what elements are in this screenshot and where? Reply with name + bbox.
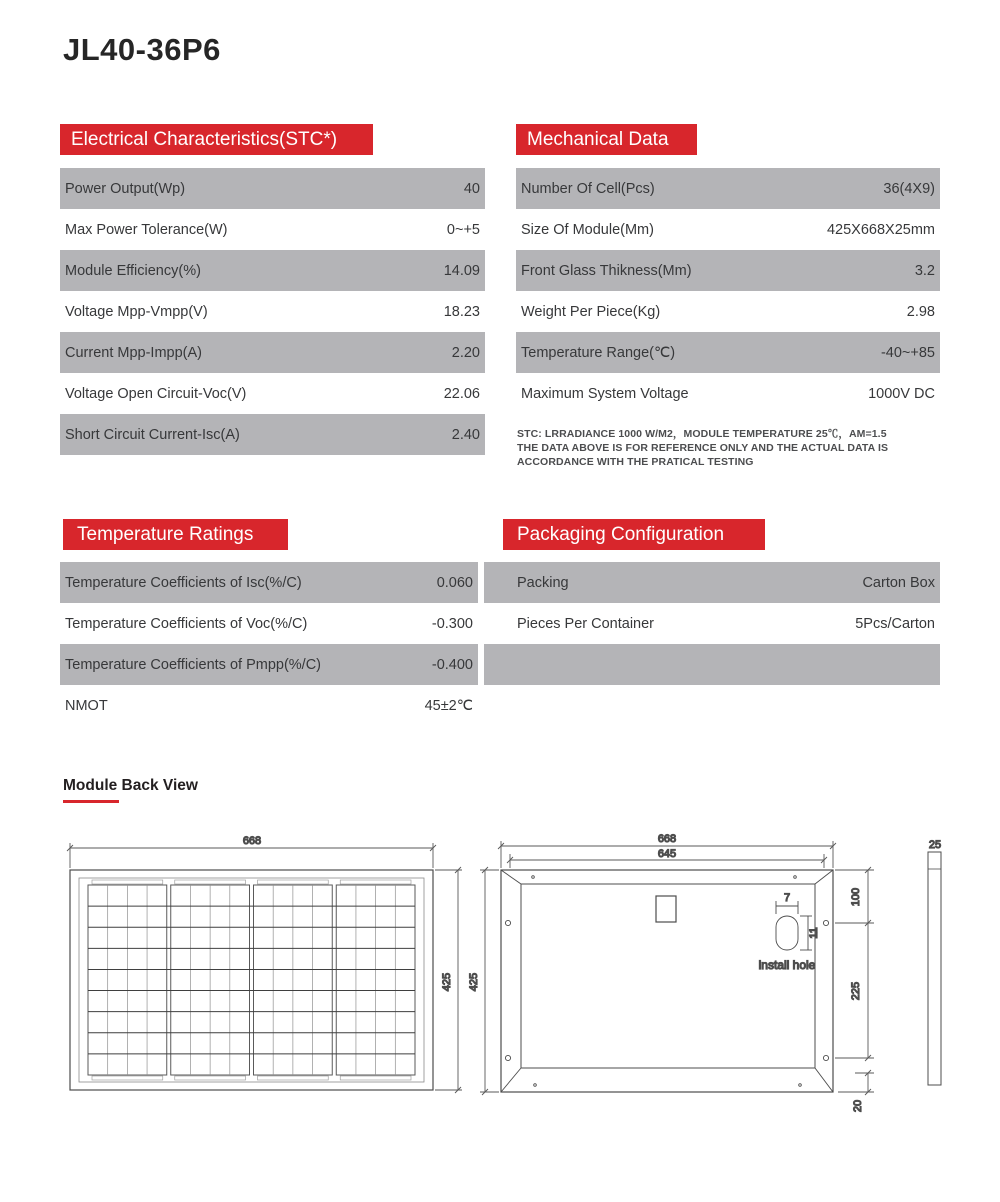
row-label: Temperature Coefficients of Pmpp(%/C) bbox=[65, 656, 322, 673]
footnote-line: STC: LRRADIANCE 1000 W/M2，MODULE TEMPERATURE 25℃，AM=1.5 bbox=[517, 428, 887, 440]
page-title: JL40-36P6 bbox=[63, 32, 221, 67]
row-value: -40~+85 bbox=[880, 344, 935, 361]
row-value: 425X668X25mm bbox=[826, 221, 935, 238]
dim-thickness: 25 bbox=[928, 839, 942, 851]
section-title: Electrical Characteristics(STC*) bbox=[71, 128, 338, 150]
dim-hole-offset-top: 100 bbox=[850, 887, 862, 907]
row-label: Temperature Coefficients of Isc(%/C) bbox=[65, 574, 302, 591]
row-label: Front Glass Thikness(Mm) bbox=[521, 262, 692, 279]
section-title: Mechanical Data bbox=[527, 128, 669, 150]
junction-box bbox=[656, 896, 676, 922]
table-row bbox=[60, 291, 485, 332]
table-row bbox=[484, 603, 940, 644]
row-label: Maximum System Voltage bbox=[521, 385, 689, 402]
row-value: 45±2℃ bbox=[424, 697, 473, 714]
row-value: 14.09 bbox=[443, 262, 480, 279]
row-label: Weight Per Piece(Kg) bbox=[521, 303, 661, 320]
front-view-drawing bbox=[67, 835, 462, 1093]
install-hole-detail bbox=[776, 901, 812, 950]
row-label: Temperature Coefficients of Voc(%/C) bbox=[65, 615, 308, 632]
side-view-drawing bbox=[928, 839, 941, 1085]
temperature-table bbox=[60, 562, 478, 726]
table-row-empty bbox=[484, 644, 940, 685]
dim-bottom-offset: 20 bbox=[852, 1099, 864, 1113]
table-row bbox=[60, 562, 478, 603]
dim-hole-width: 7 bbox=[783, 892, 791, 904]
row-label: Voltage Open Circuit-Voc(V) bbox=[65, 385, 247, 402]
row-value: 2.20 bbox=[451, 344, 480, 361]
row-label: Packing bbox=[517, 574, 569, 591]
row-label: Short Circuit Current-Isc(A) bbox=[65, 426, 240, 443]
stc-footnote bbox=[517, 428, 947, 470]
table-row bbox=[60, 414, 485, 455]
section-title: Packaging Configuration bbox=[517, 523, 725, 545]
table-row bbox=[60, 250, 485, 291]
footnote-line: ACCORDANCE WITH THE PRATICAL TESTING bbox=[517, 455, 754, 468]
table-row bbox=[484, 562, 940, 603]
table-row bbox=[516, 250, 940, 291]
row-value: 0.060 bbox=[436, 574, 473, 591]
table-row bbox=[516, 168, 940, 209]
dim-back-outer-width: 668 bbox=[657, 833, 677, 845]
row-value: 22.06 bbox=[443, 385, 480, 402]
table-row bbox=[60, 209, 485, 250]
dim-front-height: 425 bbox=[441, 972, 453, 992]
electrical-table bbox=[60, 168, 485, 455]
table-row bbox=[516, 332, 940, 373]
packaging-table bbox=[484, 562, 940, 685]
install-hole-label: install hole bbox=[758, 958, 816, 972]
section-header-mechanical bbox=[516, 124, 697, 155]
row-value: 5Pcs/Carton bbox=[855, 615, 935, 632]
dim-back-height: 425 bbox=[468, 972, 480, 992]
row-label: Size Of Module(Mm) bbox=[521, 221, 654, 238]
row-label: Max Power Tolerance(W) bbox=[65, 221, 228, 238]
row-label: Power Output(Wp) bbox=[65, 180, 186, 197]
row-value: 2.98 bbox=[906, 303, 935, 320]
row-value: -0.300 bbox=[431, 615, 473, 632]
table-row bbox=[60, 644, 478, 685]
row-label: Module Efficiency(%) bbox=[65, 262, 201, 279]
table-row bbox=[60, 603, 478, 644]
module-drawings bbox=[0, 820, 1000, 1202]
section-header-electrical bbox=[60, 124, 373, 155]
row-value: 40 bbox=[463, 180, 480, 197]
row-value: 3.2 bbox=[914, 262, 935, 279]
row-value: -0.400 bbox=[431, 656, 473, 673]
row-label: Pieces Per Container bbox=[517, 615, 655, 632]
row-label: Voltage Mpp-Vmpp(V) bbox=[65, 303, 208, 320]
row-value: 36(4X9) bbox=[883, 180, 935, 197]
table-row bbox=[516, 291, 940, 332]
row-value: Carton Box bbox=[862, 574, 935, 591]
section-header-packaging bbox=[503, 519, 765, 550]
row-value: 2.40 bbox=[451, 426, 480, 443]
table-row bbox=[60, 373, 485, 414]
table-row bbox=[60, 168, 485, 209]
row-label: Number Of Cell(Pcs) bbox=[521, 180, 655, 197]
footnote-line: THE DATA ABOVE IS FOR REFERENCE ONLY AND THE ACTUAL DATA IS bbox=[517, 441, 889, 454]
table-row bbox=[516, 209, 940, 250]
row-value: 0~+5 bbox=[446, 221, 480, 238]
section-header-temperature bbox=[63, 519, 288, 550]
section-title: Temperature Ratings bbox=[77, 523, 254, 545]
backview-heading: Module Back View bbox=[63, 777, 198, 794]
row-label: Temperature Range(℃) bbox=[521, 344, 676, 361]
dim-hole-height: 11 bbox=[808, 927, 820, 939]
mechanical-table bbox=[516, 168, 940, 414]
row-value: 1000V DC bbox=[868, 385, 935, 402]
table-row bbox=[60, 685, 478, 726]
row-label: Current Mpp-Impp(A) bbox=[65, 344, 202, 361]
back-view-drawing bbox=[468, 833, 874, 1112]
row-value: 18.23 bbox=[443, 303, 480, 320]
dim-front-width: 668 bbox=[242, 835, 262, 847]
table-row bbox=[60, 332, 485, 373]
mounting-holes bbox=[505, 876, 828, 1087]
dim-back-inner-width: 645 bbox=[657, 848, 677, 860]
table-row bbox=[516, 373, 940, 414]
row-label: NMOT bbox=[65, 697, 108, 714]
dim-hole-spacing: 225 bbox=[850, 981, 862, 1001]
solar-cell-grid bbox=[88, 880, 415, 1080]
red-underline bbox=[63, 800, 119, 803]
